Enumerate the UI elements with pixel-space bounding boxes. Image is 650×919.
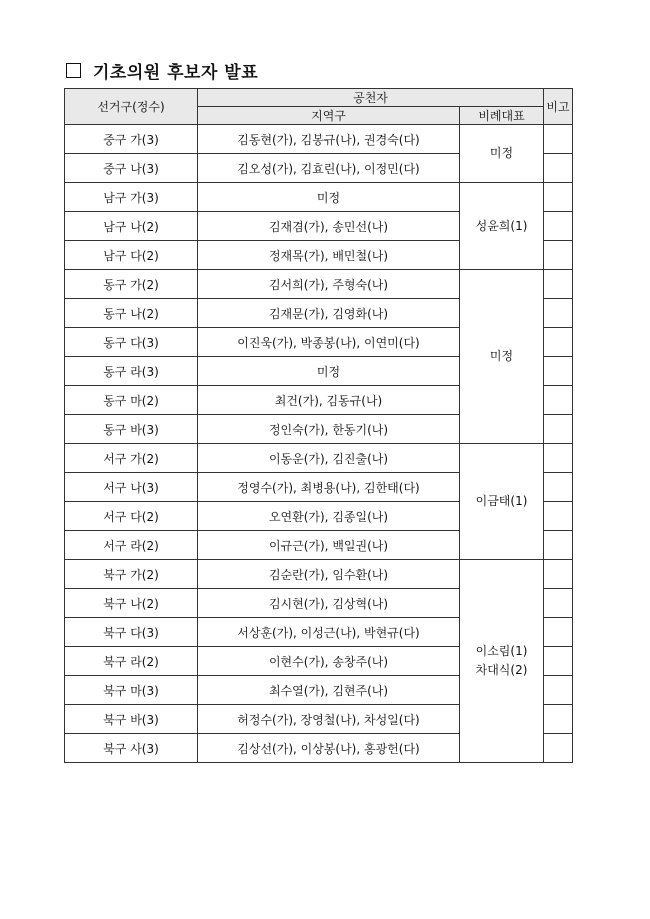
proportional-candidate-name: 이소림(1) [475, 644, 528, 658]
regional-candidates-cell: 미정 [198, 357, 460, 386]
proportional-candidates-cell [460, 444, 544, 560]
remarks-cell [544, 473, 573, 502]
proportional-candidate-name: 이금태(1) [475, 494, 528, 508]
regional-candidates-cell: 정영수(가), 최병용(나), 김한태(다) [198, 473, 460, 502]
district-cell: 동구 다(3) [65, 328, 198, 357]
district-cell: 남구 가(3) [65, 183, 198, 212]
proportional-candidates-cell [460, 125, 544, 183]
regional-candidates-cell: 최수열(가), 김현주(나) [198, 676, 460, 705]
table-row [65, 444, 573, 473]
remarks-cell [544, 444, 573, 473]
regional-candidates-cell: 이현수(가), 송창주(나) [198, 647, 460, 676]
remarks-cell [544, 386, 573, 415]
district-cell: 남구 다(2) [65, 241, 198, 270]
regional-candidates-cell: 허정수(가), 장영철(나), 차성일(다) [198, 705, 460, 734]
proportional-candidate-name: 차대식(2) [475, 663, 528, 677]
table-body [65, 125, 573, 763]
regional-candidates-cell: 이진욱(가), 박종봉(나), 이연미(다) [198, 328, 460, 357]
regional-candidates-cell: 오연환(가), 김종일(나) [198, 502, 460, 531]
remarks-cell [544, 676, 573, 705]
district-cell: 남구 나(2) [65, 212, 198, 241]
header-remarks: 비고 [544, 89, 573, 125]
remarks-cell [544, 212, 573, 241]
regional-candidates-cell: 미정 [198, 183, 460, 212]
checkbox-square-icon [66, 63, 81, 78]
district-cell: 중구 가(3) [65, 125, 198, 154]
district-cell: 북구 마(3) [65, 676, 198, 705]
district-cell: 동구 가(2) [65, 270, 198, 299]
regional-candidates-cell: 이규근(가), 백일권(나) [198, 531, 460, 560]
remarks-cell [544, 560, 573, 589]
regional-candidates-cell: 김재문(가), 김영화(나) [198, 299, 460, 328]
header-proportional: 비례대표 [460, 107, 544, 125]
proportional-candidates-cell [460, 183, 544, 270]
regional-candidates-cell: 김동현(가), 김봉규(나), 권경숙(다) [198, 125, 460, 154]
table-row [65, 125, 573, 154]
regional-candidates-cell: 정인숙(가), 한동기(나) [198, 415, 460, 444]
regional-candidates-cell: 김서희(가), 주형숙(나) [198, 270, 460, 299]
remarks-cell [544, 154, 573, 183]
remarks-cell [544, 125, 573, 154]
proportional-candidates-cell [460, 560, 544, 763]
regional-candidates-cell: 최건(가), 김동규(나) [198, 386, 460, 415]
proportional-candidate-name: 미정 [489, 349, 514, 363]
district-cell: 북구 바(3) [65, 705, 198, 734]
district-cell: 동구 마(2) [65, 386, 198, 415]
regional-candidates-cell: 서상훈(가), 이성근(나), 박현규(다) [198, 618, 460, 647]
remarks-cell [544, 241, 573, 270]
district-cell: 서구 가(2) [65, 444, 198, 473]
district-cell: 동구 바(3) [65, 415, 198, 444]
table-row [65, 560, 573, 589]
candidate-table [64, 88, 573, 763]
remarks-cell [544, 415, 573, 444]
proportional-candidate-name: 성윤희(1) [475, 218, 528, 233]
district-cell: 서구 나(3) [65, 473, 198, 502]
page-title-text: 기초의원 후보자 발표 [93, 63, 259, 83]
table-row [65, 270, 573, 299]
district-cell: 북구 가(2) [65, 560, 198, 589]
regional-candidates-cell: 김순란(가), 임수환(나) [198, 560, 460, 589]
regional-candidates-cell: 김재겸(가), 송민선(나) [198, 212, 460, 241]
remarks-cell [544, 647, 573, 676]
remarks-cell [544, 502, 573, 531]
regional-candidates-cell: 김시현(가), 김상혁(나) [198, 589, 460, 618]
district-cell: 동구 나(2) [65, 299, 198, 328]
regional-candidates-cell: 김상선(가), 이상봉(나), 홍광헌(다) [198, 734, 460, 763]
page-title [66, 58, 258, 83]
proportional-candidate-name: 미정 [489, 146, 514, 160]
remarks-cell [544, 270, 573, 299]
district-cell: 북구 다(3) [65, 618, 198, 647]
header-nominee: 공천자 [198, 89, 544, 107]
regional-candidates-cell: 김오성(가), 김효린(나), 이정민(다) [198, 154, 460, 183]
remarks-cell [544, 734, 573, 763]
district-cell: 중구 나(3) [65, 154, 198, 183]
header-regional: 지역구 [198, 107, 460, 125]
district-cell: 북구 사(3) [65, 734, 198, 763]
district-cell: 서구 다(2) [65, 502, 198, 531]
remarks-cell [544, 299, 573, 328]
remarks-cell [544, 705, 573, 734]
regional-candidates-cell: 이동운(가), 김진출(나) [198, 444, 460, 473]
district-cell: 북구 나(2) [65, 589, 198, 618]
district-cell: 동구 라(3) [65, 357, 198, 386]
regional-candidates-cell: 정재목(가), 배민철(나) [198, 241, 460, 270]
remarks-cell [544, 618, 573, 647]
remarks-cell [544, 328, 573, 357]
remarks-cell [544, 531, 573, 560]
remarks-cell [544, 357, 573, 386]
proportional-candidates-cell [460, 270, 544, 444]
remarks-cell [544, 183, 573, 212]
table-row [65, 183, 573, 212]
remarks-cell [544, 589, 573, 618]
district-cell: 서구 라(2) [65, 531, 198, 560]
district-cell: 북구 라(2) [65, 647, 198, 676]
header-district: 선거구(정수) [65, 89, 198, 125]
